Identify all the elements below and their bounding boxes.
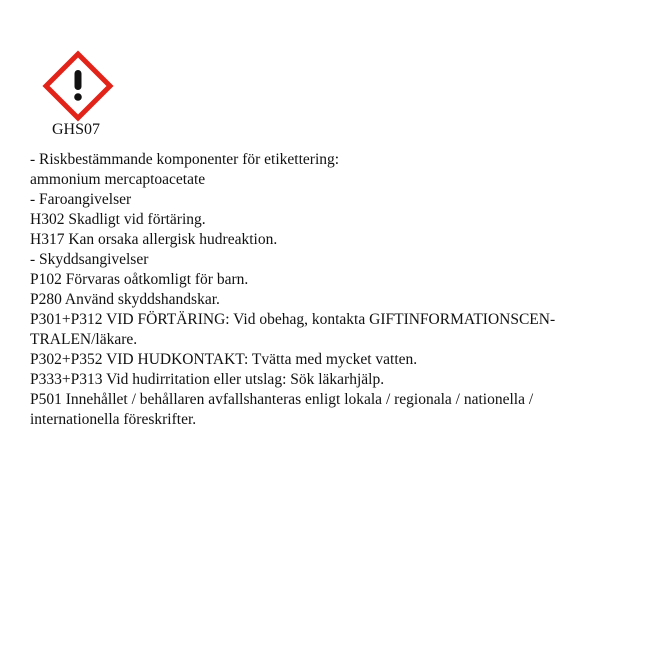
precautionary-statement-p333-p313: P333+P313 Vid hudirritation eller utslag: Sök läkarhjälp. bbox=[30, 371, 385, 388]
exclamation-bar bbox=[75, 70, 82, 90]
precautionary-statement-p501: P501 Innehållet / behållaren avfallshanteras enligt lokala / regionala / nationella / bbox=[30, 391, 534, 408]
section-heading-hazard-statements: - Faroangivelser bbox=[30, 191, 132, 208]
precautionary-statement-p102: P102 Förvaras oåtkomligt för barn. bbox=[30, 271, 249, 288]
hazard-statement-h317: H317 Kan orsaka allergisk hudreaktion. bbox=[30, 231, 278, 248]
precautionary-statement-p302-p352: P302+P352 VID HUDKONTAKT: Tvätta med mycket vatten. bbox=[30, 351, 418, 368]
hazard-label-text bbox=[30, 150, 630, 430]
precautionary-statement-p280: P280 Använd skyddshandskar. bbox=[30, 291, 220, 308]
component-name: ammonium mercaptoacetate bbox=[30, 171, 206, 188]
section-heading-precautionary-statements: - Skyddsangivelser bbox=[30, 251, 149, 268]
ghs07-pictogram bbox=[42, 50, 114, 122]
hazard-statement-h302: H302 Skadligt vid förtäring. bbox=[30, 211, 206, 228]
exclamation-mark-diamond-icon bbox=[42, 50, 114, 122]
exclamation-dot bbox=[74, 93, 82, 101]
precautionary-statement-p501-continued: internationella föreskrifter. bbox=[30, 411, 197, 428]
precautionary-statement-p301-p312-continued: TRALEN/läkare. bbox=[30, 331, 138, 348]
section-heading-risk-components: - Riskbestämmande komponenter för etikettering: bbox=[30, 151, 340, 168]
ghs-code-label: GHS07 bbox=[52, 121, 101, 138]
precautionary-statement-p301-p312: P301+P312 VID FÖRTÄRING: Vid obehag, kontakta GIFTINFORMATIONSCEN- bbox=[30, 311, 556, 328]
